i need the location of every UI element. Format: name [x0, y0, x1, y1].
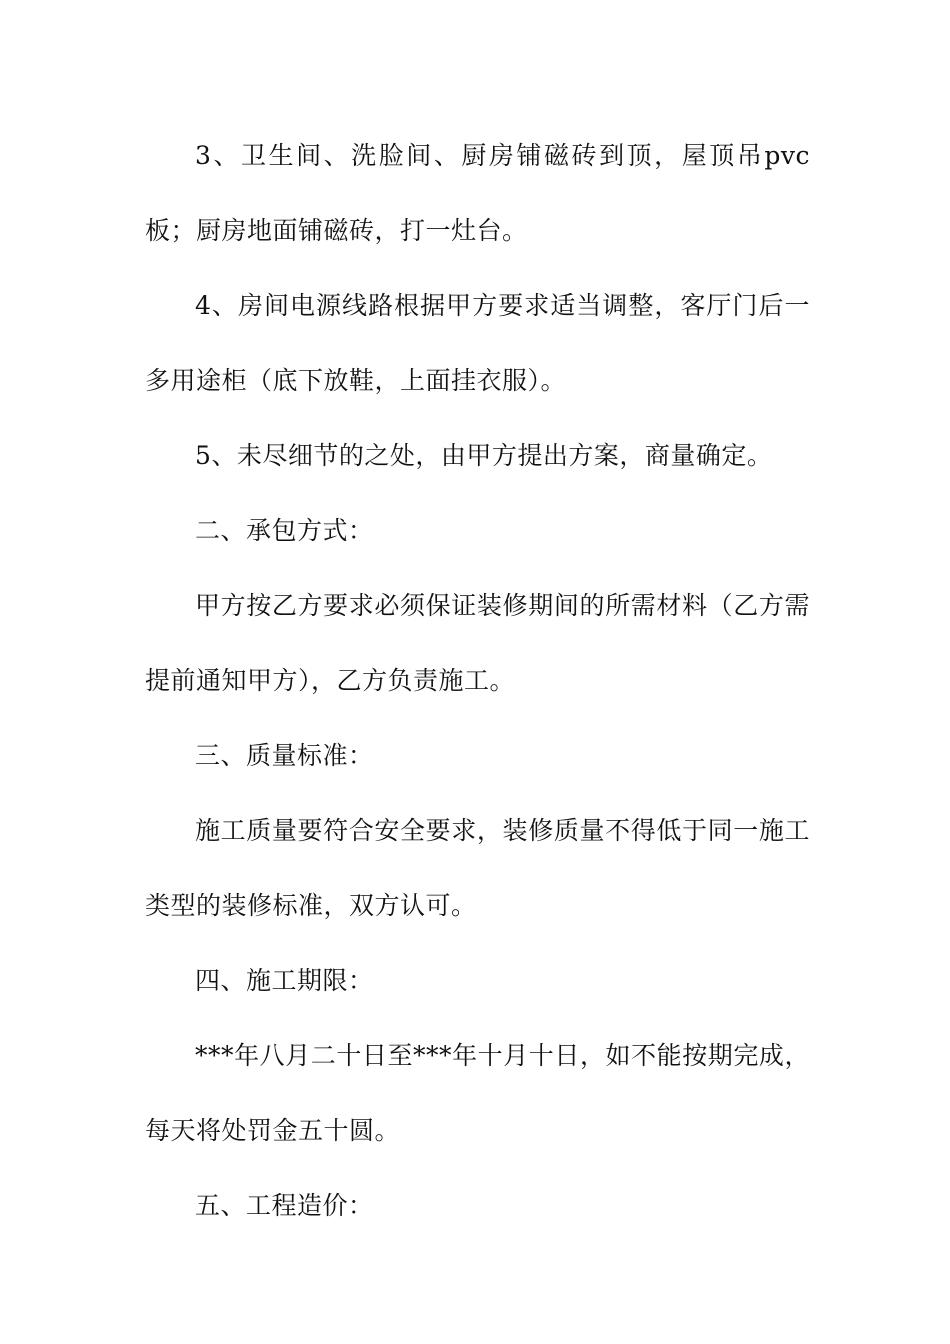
paragraph-quality-standard: 施工质量要符合安全要求，装修质量不得低于同一施工类型的装修标准，双方认可。	[145, 816, 810, 920]
paragraph-contract-method: 甲方按乙方要求必须保证装修期间的所需材料（乙方需提前通知甲方），乙方负责施工。	[145, 591, 810, 695]
section-heading-construction-period: 四、施工期限：	[195, 966, 374, 995]
section-heading-project-cost: 五、工程造价：	[195, 1191, 374, 1220]
section-heading-quality-standard: 三、质量标准：	[195, 741, 374, 770]
paragraph-construction-period: ***年八月二十日至***年十月十日，如不能按期完成，每天将处罚金五十圆。	[145, 1041, 810, 1145]
paragraph-item-5-details: 5、未尽细节的之处，由甲方提出方案，商量确定。	[195, 441, 773, 470]
paragraph-item-4-wiring: 4、房间电源线路根据甲方要求适当调整，客厅门后一多用途柜（底下放鞋，上面挂衣服）。	[145, 291, 810, 395]
document-body	[145, 118, 810, 1243]
paragraph-item-3-tiling: 3、卫生间、洗脸间、厨房铺磁砖到顶，屋顶吊pvc板；厨房地面铺磁砖，打一灶台。	[145, 141, 810, 245]
section-heading-contract-method: 二、承包方式：	[195, 516, 374, 545]
